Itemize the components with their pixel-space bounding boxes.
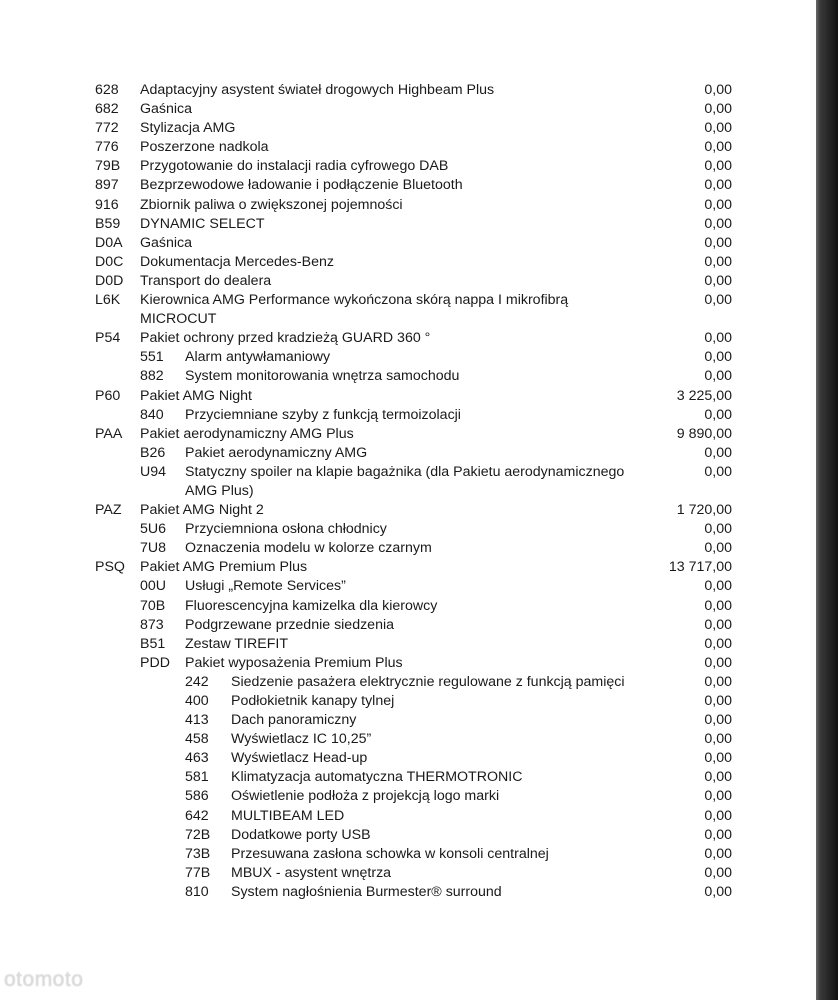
option-row — [95, 463, 735, 501]
option-code: 628 — [95, 82, 119, 98]
option-code: 581 — [185, 769, 209, 786]
option-price: 0,00 — [704, 120, 732, 137]
option-row — [95, 348, 735, 367]
option-description: Wyświetlacz IC 10,25” — [231, 731, 372, 748]
option-description: Pakiet aerodynamiczny AMG Plus — [140, 425, 354, 442]
option-price: 0,00 — [704, 215, 732, 232]
option-price: 0,00 — [704, 292, 732, 309]
option-code: D0C — [95, 253, 124, 270]
option-row — [95, 234, 735, 253]
option-row — [95, 387, 735, 406]
option-description: Bezprzewodowe ładowanie i podłączenie Bluetooth — [140, 177, 463, 194]
option-price: 0,00 — [704, 750, 732, 767]
option-price: 0,00 — [704, 234, 732, 251]
watermark-logo: otomoto — [4, 968, 84, 991]
option-description: Gaśnica — [140, 101, 193, 118]
option-price: 0,00 — [704, 272, 732, 289]
option-description: Gaśnica — [140, 234, 193, 251]
option-code: D0D — [95, 272, 124, 289]
option-code: 840 — [140, 406, 164, 423]
option-code: 682 — [95, 101, 119, 118]
option-description: Wyświetlacz Head-up — [231, 750, 368, 767]
option-row — [95, 81, 735, 100]
option-price: 9 890,00 — [676, 425, 732, 442]
option-price: 13 717,00 — [668, 559, 732, 576]
option-code: B26 — [140, 444, 166, 461]
option-description: Przyciemniona osłona chłodnicy — [185, 521, 387, 538]
option-code: P54 — [95, 330, 121, 347]
option-code: 400 — [185, 693, 209, 709]
option-code: 810 — [185, 883, 209, 900]
option-price: 0,00 — [704, 578, 732, 595]
option-code: U94 — [140, 463, 167, 480]
option-description: Pakiet AMG Night 2 — [140, 502, 264, 519]
option-row — [95, 215, 735, 234]
option-price: 0,00 — [704, 101, 732, 118]
option-price: 0,00 — [704, 349, 732, 366]
option-code: 72B — [185, 826, 211, 843]
option-row — [95, 787, 735, 806]
option-row — [95, 711, 735, 730]
option-price: 0,00 — [704, 463, 732, 480]
option-row — [95, 597, 735, 616]
option-row — [95, 367, 735, 386]
option-code: 551 — [140, 349, 164, 366]
option-row — [95, 520, 735, 539]
option-code: P60 — [95, 387, 121, 404]
option-code: 7U8 — [140, 540, 167, 557]
option-code: 776 — [95, 139, 119, 156]
option-code: 242 — [185, 673, 209, 690]
option-description: Podłokietnik kanapy tylnej — [231, 693, 395, 709]
option-row — [95, 176, 735, 195]
option-price: 0,00 — [704, 368, 732, 385]
option-description: Usługi „Remote Services” — [185, 578, 346, 595]
option-price: 3 225,00 — [676, 387, 732, 404]
option-row — [95, 807, 735, 826]
option-row — [95, 845, 735, 864]
option-code: 882 — [140, 368, 164, 385]
option-code: PAZ — [95, 502, 122, 519]
option-row — [95, 768, 735, 787]
option-row — [95, 444, 735, 463]
option-row — [95, 864, 735, 883]
option-description: Statyczny spoiler na klapie bagażnika (dla Pakietu aerodynamicznego AMG Plus) — [185, 463, 625, 499]
option-price: 0,00 — [704, 712, 732, 729]
option-description: Poszerzone nadkola — [140, 139, 269, 156]
option-description: System nagłośnienia Burmester® surround — [231, 883, 502, 900]
option-code: 772 — [95, 120, 119, 137]
option-code: 5U6 — [140, 521, 167, 538]
option-description: Przesuwana zasłona schowka w konsoli centralnej — [231, 845, 549, 862]
option-description: Oznaczenia modelu w kolorze czarnym — [185, 540, 432, 557]
option-row — [95, 425, 735, 444]
option-row — [95, 558, 735, 577]
option-price: 1 720,00 — [676, 502, 732, 519]
option-code: 873 — [140, 616, 164, 633]
option-row — [95, 291, 735, 329]
option-row — [95, 138, 735, 157]
option-row — [95, 539, 735, 558]
option-code: 00U — [140, 578, 167, 595]
option-code: B51 — [140, 635, 166, 652]
option-price: 0,00 — [704, 616, 732, 633]
option-code: 413 — [185, 712, 209, 729]
option-code: L6K — [95, 292, 121, 309]
option-row — [95, 749, 735, 768]
option-code: 458 — [185, 731, 209, 748]
option-description: Dach panoramiczny — [231, 712, 357, 729]
option-row — [95, 826, 735, 845]
option-description: Zbiornik paliwa o zwiększonej pojemności — [140, 196, 403, 213]
option-price: 0,00 — [704, 883, 732, 900]
option-price: 0,00 — [704, 673, 732, 690]
option-price: 0,00 — [704, 826, 732, 843]
option-description: MULTIBEAM LED — [231, 807, 345, 824]
option-description: Przygotowanie do instalacji radia cyfrowego DAB — [140, 158, 449, 175]
option-description: Siedzenie pasażera elektrycznie regulowane z funkcją pamięci — [231, 673, 625, 690]
option-code: 463 — [185, 750, 209, 767]
option-description: Dokumentacja Mercedes-Benz — [140, 253, 334, 270]
option-description: Przyciemniane szyby z funkcją termoizolacji — [185, 406, 461, 423]
option-row — [95, 577, 735, 596]
option-code: 77B — [185, 864, 211, 881]
option-price: 0,00 — [704, 540, 732, 557]
option-code: PAA — [95, 425, 123, 442]
option-code: 73B — [185, 845, 211, 862]
option-code: 916 — [95, 196, 119, 213]
option-price: 0,00 — [704, 82, 732, 98]
page-edge-shadow — [816, 0, 838, 1000]
option-price: 0,00 — [704, 139, 732, 156]
option-price: 0,00 — [704, 769, 732, 786]
option-price: 0,00 — [704, 406, 732, 423]
option-price: 0,00 — [704, 177, 732, 194]
option-description: Pakiet ochrony przed kradzieżą GUARD 360 ° — [140, 330, 431, 347]
option-row — [95, 616, 735, 635]
option-price: 0,00 — [704, 330, 732, 347]
option-row — [95, 329, 735, 348]
option-row — [95, 253, 735, 272]
option-description: Klimatyzacja automatyczna THERMOTRONIC — [231, 769, 523, 786]
option-row — [95, 100, 735, 119]
option-description: Pakiet aerodynamiczny AMG — [185, 444, 368, 461]
option-description: Stylizacja AMG — [140, 120, 236, 137]
option-price: 0,00 — [704, 788, 732, 805]
option-description: Zestaw TIREFIT — [185, 635, 289, 652]
option-row — [95, 673, 735, 692]
option-code: D0A — [95, 234, 123, 251]
option-description: Pakiet wyposażenia Premium Plus — [185, 654, 403, 671]
option-price: 0,00 — [704, 864, 732, 881]
option-row — [95, 501, 735, 520]
option-code: 70B — [140, 597, 166, 614]
option-price: 0,00 — [704, 731, 732, 748]
option-row — [95, 635, 735, 654]
option-price: 0,00 — [704, 158, 732, 175]
option-code: PSQ — [95, 559, 125, 576]
option-price: 0,00 — [704, 196, 732, 213]
option-description: Dodatkowe porty USB — [231, 826, 371, 843]
option-description: Pakiet AMG Night — [140, 387, 252, 404]
option-row — [95, 196, 735, 215]
option-code: 897 — [95, 177, 119, 194]
option-row — [95, 157, 735, 176]
option-price: 0,00 — [704, 597, 732, 614]
options-list — [95, 81, 735, 902]
option-row — [95, 654, 735, 673]
option-code: 79B — [95, 158, 121, 175]
option-row — [95, 692, 735, 711]
option-description: Transport do dealera — [140, 272, 272, 289]
option-code: 586 — [185, 788, 209, 805]
option-price: 0,00 — [704, 654, 732, 671]
option-code: B59 — [95, 215, 121, 232]
option-row — [95, 406, 735, 425]
option-price: 0,00 — [704, 635, 732, 652]
option-price: 0,00 — [704, 845, 732, 862]
option-code: PDD — [140, 654, 170, 671]
option-price: 0,00 — [704, 521, 732, 538]
option-price: 0,00 — [704, 693, 732, 709]
option-price: 0,00 — [704, 444, 732, 461]
option-description: DYNAMIC SELECT — [140, 215, 265, 232]
option-price: 0,00 — [704, 253, 732, 270]
option-row — [95, 272, 735, 291]
option-row — [95, 883, 735, 902]
option-code: 642 — [185, 807, 209, 824]
option-description: Podgrzewane przednie siedzenia — [185, 616, 395, 633]
option-description: Oświetlenie podłoża z projekcją logo marki — [231, 788, 500, 805]
option-description: Pakiet AMG Premium Plus — [140, 559, 308, 576]
option-description: System monitorowania wnętrza samochodu — [185, 368, 460, 385]
option-description: Alarm antywłamaniowy — [185, 349, 331, 366]
option-description: MBUX - asystent wnętrza — [231, 864, 392, 881]
option-description: Adaptacyjny asystent świateł drogowych Highbeam Plus — [140, 82, 495, 98]
option-row — [95, 730, 735, 749]
option-description: Fluorescencyjna kamizelka dla kierowcy — [185, 597, 438, 614]
option-price: 0,00 — [704, 807, 732, 824]
option-row — [95, 119, 735, 138]
option-description: Kierownica AMG Performance wykończona skórą nappa I mikrofibrą MICROCUT — [140, 292, 569, 328]
